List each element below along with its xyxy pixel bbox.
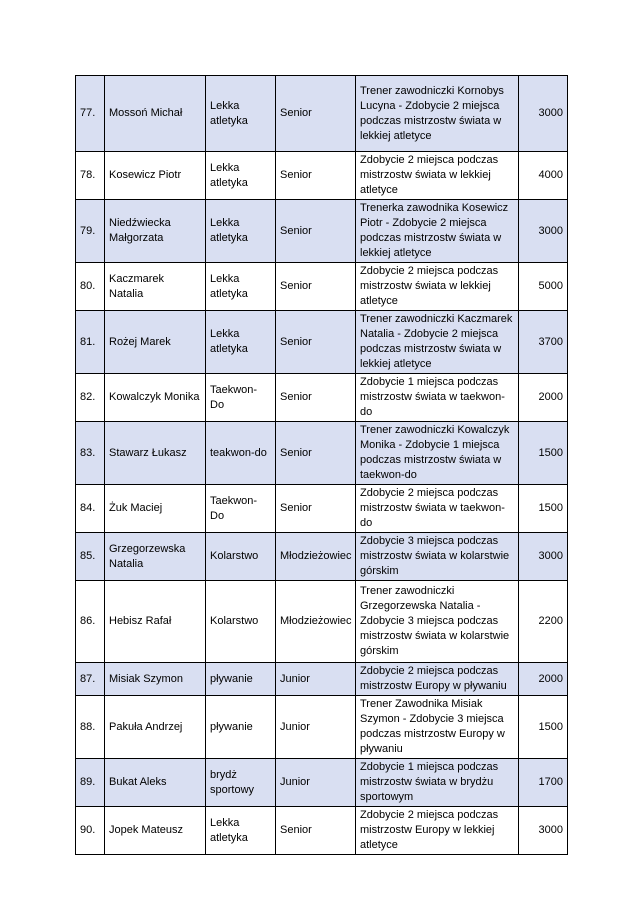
table-row — [76, 485, 568, 533]
achievement-description: Zdobycie 3 miejsca podczas mistrzostw świata w kolarstwie górskim — [356, 533, 519, 581]
person-name: Rożej Marek — [105, 311, 206, 374]
person-name: Misiak Szymon — [105, 663, 206, 696]
awards-table — [75, 75, 568, 855]
achievement-description: Trener zawodniczki Kornobys Lucyna - Zdobycie 2 miejsca podczas mistrzostw świata w lekkiej atletyce — [356, 76, 519, 152]
award-amount: 2000 — [519, 374, 568, 422]
discipline: Lekka atletyka — [206, 76, 276, 152]
category: Senior — [276, 200, 356, 263]
category: Senior — [276, 152, 356, 200]
table-row — [76, 422, 568, 485]
table-row — [76, 311, 568, 374]
table-row — [76, 152, 568, 200]
table-row — [76, 374, 568, 422]
discipline: Lekka atletyka — [206, 807, 276, 855]
achievement-description: Zdobycie 2 miejsca podczas mistrzostw świata w taekwon-do — [356, 485, 519, 533]
category: Junior — [276, 696, 356, 759]
person-name: Żuk Maciej — [105, 485, 206, 533]
achievement-description: Trener zawodniczki Kaczmarek Natalia - Zdobycie 2 miejsca podczas mistrzostw świata w lekkiej atletyce — [356, 311, 519, 374]
category: Junior — [276, 663, 356, 696]
awards-table-body — [76, 76, 568, 855]
row-number: 79. — [76, 200, 105, 263]
award-amount: 4000 — [519, 152, 568, 200]
category: Młodzieżowiec — [276, 533, 356, 581]
achievement-description: Zdobycie 1 miejsca podczas mistrzostw świata w brydżu sportowym — [356, 759, 519, 807]
discipline: Lekka atletyka — [206, 311, 276, 374]
discipline: Taekwon-Do — [206, 485, 276, 533]
row-number: 90. — [76, 807, 105, 855]
category: Senior — [276, 263, 356, 311]
category: Młodzieżowiec — [276, 581, 356, 663]
achievement-description: Trenerka zawodnika Kosewicz Piotr - Zdobycie 2 miejsca podczas mistrzostw świata w lekkiej atletyce — [356, 200, 519, 263]
award-amount: 3000 — [519, 533, 568, 581]
person-name: Jopek Mateusz — [105, 807, 206, 855]
category: Junior — [276, 759, 356, 807]
row-number: 82. — [76, 374, 105, 422]
achievement-description: Zdobycie 2 miejsca podczas mistrzostw Europy w pływaniu — [356, 663, 519, 696]
award-amount: 1700 — [519, 759, 568, 807]
row-number: 86. — [76, 581, 105, 663]
row-number: 78. — [76, 152, 105, 200]
table-row — [76, 759, 568, 807]
award-amount: 5000 — [519, 263, 568, 311]
row-number: 87. — [76, 663, 105, 696]
achievement-description: Trener Zawodnika Misiak Szymon - Zdobycie 3 miejsca podczas mistrzostw Europy w pływaniu — [356, 696, 519, 759]
award-amount: 1500 — [519, 485, 568, 533]
achievement-description: Trener zawodniczki Grzegorzewska Natalia - Zdobycie 3 miejsca podczas mistrzostw świata w kolarstwie górskim — [356, 581, 519, 663]
achievement-description: Zdobycie 2 miejsca podczas mistrzostw świata w lekkiej atletyce — [356, 152, 519, 200]
category: Senior — [276, 807, 356, 855]
discipline: pływanie — [206, 663, 276, 696]
table-row — [76, 696, 568, 759]
person-name: Mossoń Michał — [105, 76, 206, 152]
row-number: 88. — [76, 696, 105, 759]
award-amount: 3000 — [519, 76, 568, 152]
person-name: Hebisz Rafał — [105, 581, 206, 663]
table-row — [76, 263, 568, 311]
discipline: Taekwon-Do — [206, 374, 276, 422]
award-amount: 3000 — [519, 807, 568, 855]
person-name: Kowalczyk Monika — [105, 374, 206, 422]
row-number: 89. — [76, 759, 105, 807]
discipline: Lekka atletyka — [206, 263, 276, 311]
discipline: Kolarstwo — [206, 581, 276, 663]
table-row — [76, 581, 568, 663]
row-number: 81. — [76, 311, 105, 374]
discipline: teakwon-do — [206, 422, 276, 485]
award-amount: 3000 — [519, 200, 568, 263]
row-number: 85. — [76, 533, 105, 581]
row-number: 77. — [76, 76, 105, 152]
person-name: Stawarz Łukasz — [105, 422, 206, 485]
award-amount: 1500 — [519, 696, 568, 759]
award-amount: 2000 — [519, 663, 568, 696]
discipline: pływanie — [206, 696, 276, 759]
table-row — [76, 663, 568, 696]
award-amount: 2200 — [519, 581, 568, 663]
row-number: 83. — [76, 422, 105, 485]
category: Senior — [276, 374, 356, 422]
achievement-description: Trener zawodniczki Kowalczyk Monika - Zdobycie 1 miejsca podczas mistrzostw świata w taekwon-do — [356, 422, 519, 485]
table-row — [76, 807, 568, 855]
table-row — [76, 533, 568, 581]
person-name: Kaczmarek Natalia — [105, 263, 206, 311]
category: Senior — [276, 311, 356, 374]
person-name: Bukat Aleks — [105, 759, 206, 807]
row-number: 80. — [76, 263, 105, 311]
person-name: Pakuła Andrzej — [105, 696, 206, 759]
person-name: Kosewicz Piotr — [105, 152, 206, 200]
achievement-description: Zdobycie 2 miejsca podczas mistrzostw Europy w lekkiej atletyce — [356, 807, 519, 855]
discipline: Lekka atletyka — [206, 200, 276, 263]
table-row — [76, 200, 568, 263]
category: Senior — [276, 76, 356, 152]
category: Senior — [276, 485, 356, 533]
row-number: 84. — [76, 485, 105, 533]
achievement-description: Zdobycie 1 miejsca podczas mistrzostw świata w taekwon-do — [356, 374, 519, 422]
discipline: Lekka atletyka — [206, 152, 276, 200]
achievement-description: Zdobycie 2 miejsca podczas mistrzostw świata w lekkiej atletyce — [356, 263, 519, 311]
person-name: Grzegorzewska Natalia — [105, 533, 206, 581]
person-name: Niedźwiecka Małgorzata — [105, 200, 206, 263]
table-row — [76, 76, 568, 152]
award-amount: 1500 — [519, 422, 568, 485]
award-amount: 3700 — [519, 311, 568, 374]
discipline: brydż sportowy — [206, 759, 276, 807]
category: Senior — [276, 422, 356, 485]
discipline: Kolarstwo — [206, 533, 276, 581]
